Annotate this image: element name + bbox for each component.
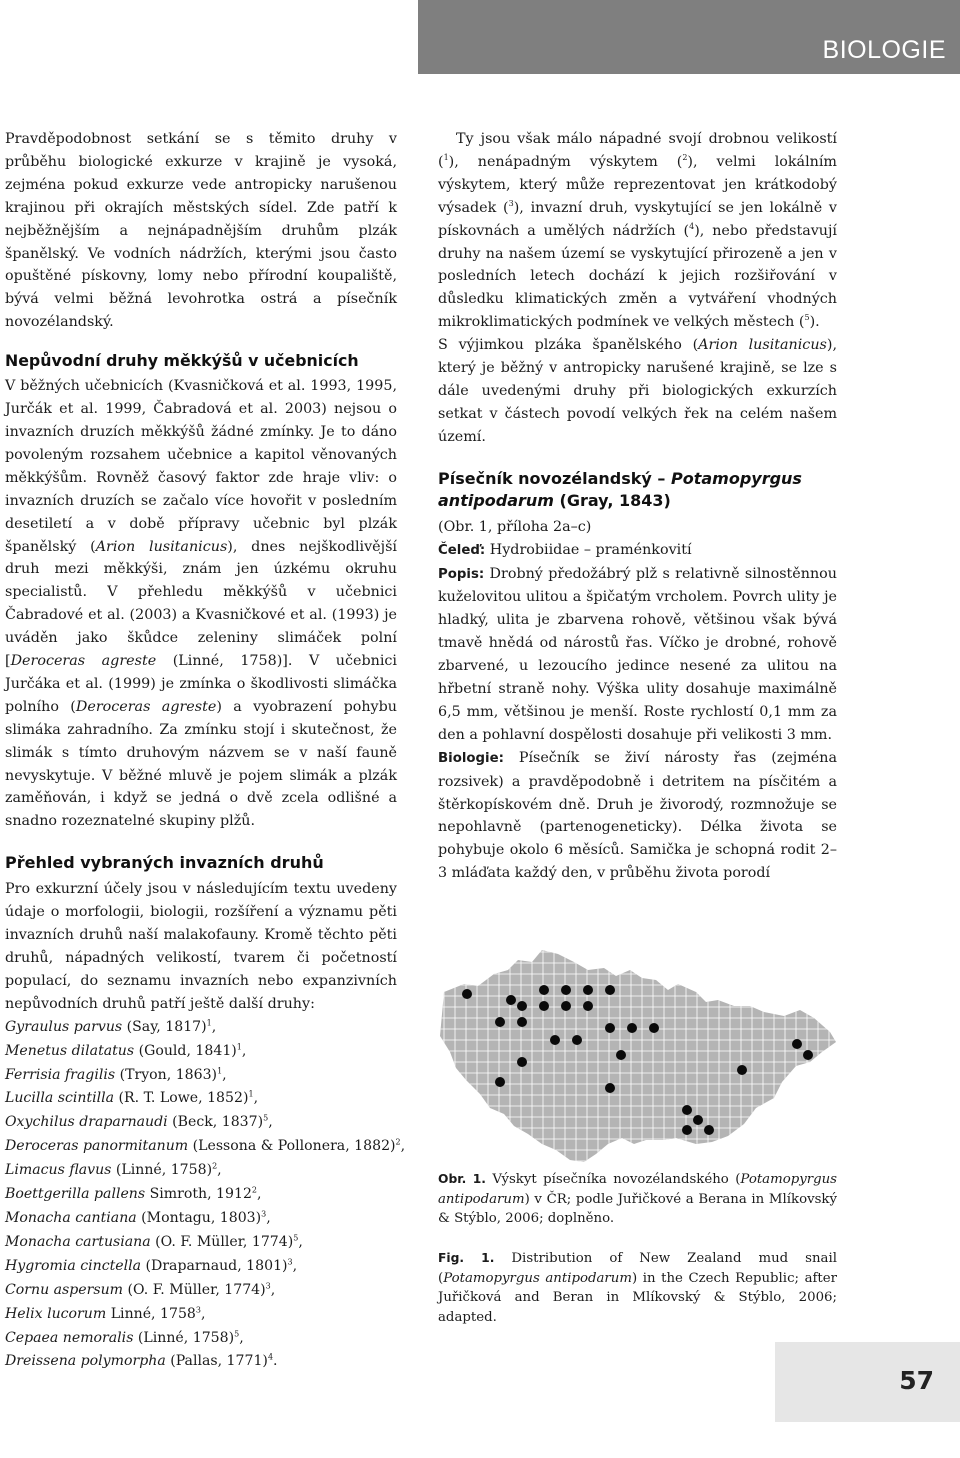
intro-paragraph: Pravděpodobnost setkání se s těmito druhy v průběhu biologické exkurze v krajině je vysoká, zejména pokud exkurze vede antropicky narušenou krajinou při okrajích městských sídel. Zde patří k nejběžnějším a nejnápadnějším druhům plzák španělský. Ve vodních nádržích, kterými jsou často opuštěné pískovny, lomy nebo přírodní koupaliště, bývá velmi běžná levohrotka ostrá a písečník novozélandský. [5,131,397,331]
occurrence-dot [495,1017,505,1027]
list-item: Helix lucorum Linné, 1758$^3$, [5,1304,206,1322]
list-item: Cornu aspersum (O. F. Müller, 1774)$^3$, [5,1281,276,1298]
occurrence-dot [605,1083,615,1093]
occurrence-dot [572,1035,582,1045]
list-item: Menetus dilatatus (Gould, 1841)$^1$, [5,1041,247,1059]
textbooks-paragraph: V běžných učebnicích (Kvasničková et al. 1993, 1995, Jurčák et al. 1999, Čabradová et al. 2003) nejsou o invazních druzích měkkýšů žádné zmínky. Je to dáno povoleným rozsahem učebnice a kapitol věnovaných měkkýšům. Rovněž časový faktor zde hraje vliv: o invazních druzích se začalo více hovořit v posledním desetiletí a v době přípravy učebnic byl plzák španělský (Arion lusitanicus), dnes nejškodlivější druh mezi měkkýši, znám jen úzkému okruhu specialistů. V přehledu měkkýšů v učebnici Čabradové et al. (2003) a Kvasničkové et al. (1993) je uváděn jako škůdce zeleniny slimáček polní [Deroceras agreste (Linné, 1758)]. V učebnici Jurčáka et al. (1999) je zmínka o škodlivosti slimáčka polního (Deroceras agreste) a vyobrazení pohybu slimáka zahradního. Za zmínku stojí i skutečnost, že slimák s tímto druhovým názvem se v naší fauně nevyskytuje. V běžné mluvě je pojem slimák a plzák zaměňován, i když se jedná o dvě zcela odlišné a snadno rozeznatelné skupiny plžů. [5,378,397,830]
list-item: Deroceras panormitanum (Lessona & Pollonera, 1882)$^2$, [5,1137,406,1155]
occurrence-dot [506,995,516,1005]
occurrence-dot [583,985,593,995]
caption-english: Fig. 1. Distribution of New Zealand mud snail (Potamopyrgus antipodarum) in the Czech Republic; after Juřičková and Beran in Mlíkovský & Stýblo, 2006; adapted. [438,1251,837,1325]
section-title: BIOLOGIE [822,36,946,64]
occurrence-dot [561,1001,571,1011]
list-item: Monacha cartusiana (O. F. Müller, 1774)$^5$, [5,1233,303,1250]
distribution-map [438,948,840,1166]
occurrence-dot [517,1001,527,1011]
occurrence-dot [682,1105,692,1115]
left-column [5,128,406,1374]
occurrence-dot [462,989,472,999]
occurrence-dot [550,1035,560,1045]
occurrence-dot [616,1050,626,1060]
list-item: Gyraulus parvus (Say, 1817)$^1$, [5,1018,217,1035]
occurrence-dot [539,985,549,995]
occurrence-dot [627,1023,637,1033]
heading-overview: Přehled vybraných invazních druhů [5,853,324,873]
occurrence-dot [605,1023,615,1033]
right-column [438,128,837,885]
occurrence-dot [517,1057,527,1067]
overview-paragraph: Pro exkurzní účely jsou v následujícím textu uvedeny údaje o morfologii, biologii, rozšíření a významu pěti invazních druhů naší malakofauny. Kromě těchto pěti druhů, nápadných velikostí, tvarem či početností populací, do seznamu invazních nebo expanzivních nepůvodních druhů patří ještě další druhy: [5,881,397,1012]
list-item: Hygromia cinctella (Draparnaud, 1801)$^3$, [5,1257,298,1274]
occurrence-dot [605,985,615,995]
occurrence-dot [561,985,571,995]
species-list [5,1016,406,1375]
occurrence-dot [495,1077,505,1087]
occurrence-dot [792,1039,802,1049]
description-paragraph: Popis: Drobný předožábrý plž s relativně silnostěnnou kuželovitou ulitou a špičatým vrcholem. Povrch ulity je hladký, ulita je zbarvena rohově, většinou však bývá tmavě hnědá od nárostů řas. Víčko je drobné, rohově zbarvené, u lezoucího jedince nesené za ulitou na hřbetní straně nohy. Výška ulity dosahuje maximálně 6,5 mm, většinou je menší. Roste rychlostí 0,1 mm za den a pohlavní dospělosti dosahuje při velikosti 3 mm. [438,565,837,743]
occurrence-dot [737,1065,747,1075]
list-item: Limacus flavus (Linné, 1758)$^2$, [5,1161,222,1179]
occurrence-dot [539,1001,549,1011]
exception-paragraph: S výjimkou plzáka španělského (Arion lusitanicus), který je běžný v antropicky narušené krajině, se lze s dále uvedenými druhy při biologických exkurzích setkat v částech povodí velkých řek na celém našem území. [438,337,837,445]
occurrence-dot [649,1023,659,1033]
czech-republic-map [438,948,840,1166]
heading-textbooks: Nepůvodní druhy měkkýšů v učebnicích [5,351,359,371]
list-item: Lucilla scintilla (R. T. Lowe, 1852)$^1$, [5,1089,259,1107]
list-item: Oxychilus draparnaudi (Beck, 1837)$^5$, [5,1113,273,1131]
occurrence-dot [682,1125,692,1135]
rare-species-paragraph: Ty jsou však málo nápadné svojí drobnou velikostí ($^1$), nenápadným výskytem ($^2$), velmi lokálním výskytem, který může reprezentovat jen krátkodobý výsadek ($^3$), invazní druh, vyskytující se jen lokálně v pískovnách a umělých nádržích ($^4$), nebo představují druhy na našem území se vyskytující přirozeně a jen v posledních letech dochází k jejich rozšiřování v důsledku klimatických změn a vytváření vhodných mikroklimatických podmínek ve velkých městech ($^5$). [438,131,838,331]
list-item: Dreissena polymorpha (Pallas, 1771)$^4$. [5,1352,278,1370]
occurrence-dot [583,1001,593,1011]
list-item: Cepaea nemoralis (Linné, 1758)$^5$, [5,1328,244,1346]
family-line: Čeleď: Hydrobiidae – praménkovití [438,541,692,558]
occurrence-dot [803,1050,813,1060]
section-header [418,0,960,74]
list-item: Ferrisia fragilis (Tryon, 1863)$^1$, [5,1065,227,1083]
page-number: 57 [899,1366,934,1395]
caption-czech: Obr. 1. Výskyt písečníka novozélandského (Potamopyrgus antipodarum) v ČR; podle Juřičkové a Berana in Mlíkovský & Stýblo, 2006; doplněno. [438,1172,837,1226]
species-heading: Písečník novozélandský – Potamopyrgus antipodarum (Gray, 1843) [438,468,802,510]
occurrence-dot [517,1017,527,1027]
biology-paragraph: Biologie: Písečník se živí nárosty řas (zejména rozsivek) a pravděpodobně i detritem na písčitém a štěrkopískovém dně. Druh je živorodý, rozmnožuje se nepohlavně (partenogeneticky). Délka života se pohybuje okolo 6 měsíců. Samička je schopná rodit 2–3 mláďata každý den, v průběhu života porodí [438,749,837,882]
occurrence-dot [704,1125,714,1135]
page-number-box [775,1342,960,1422]
list-item: Boettgerilla pallens Simroth, 1912$^2$, [5,1185,262,1203]
figure-reference: (Obr. 1, příloha 2a–c) [438,518,592,535]
list-item: Monacha cantiana (Montagu, 1803)$^3$, [5,1209,271,1226]
occurrence-dot [693,1115,703,1125]
